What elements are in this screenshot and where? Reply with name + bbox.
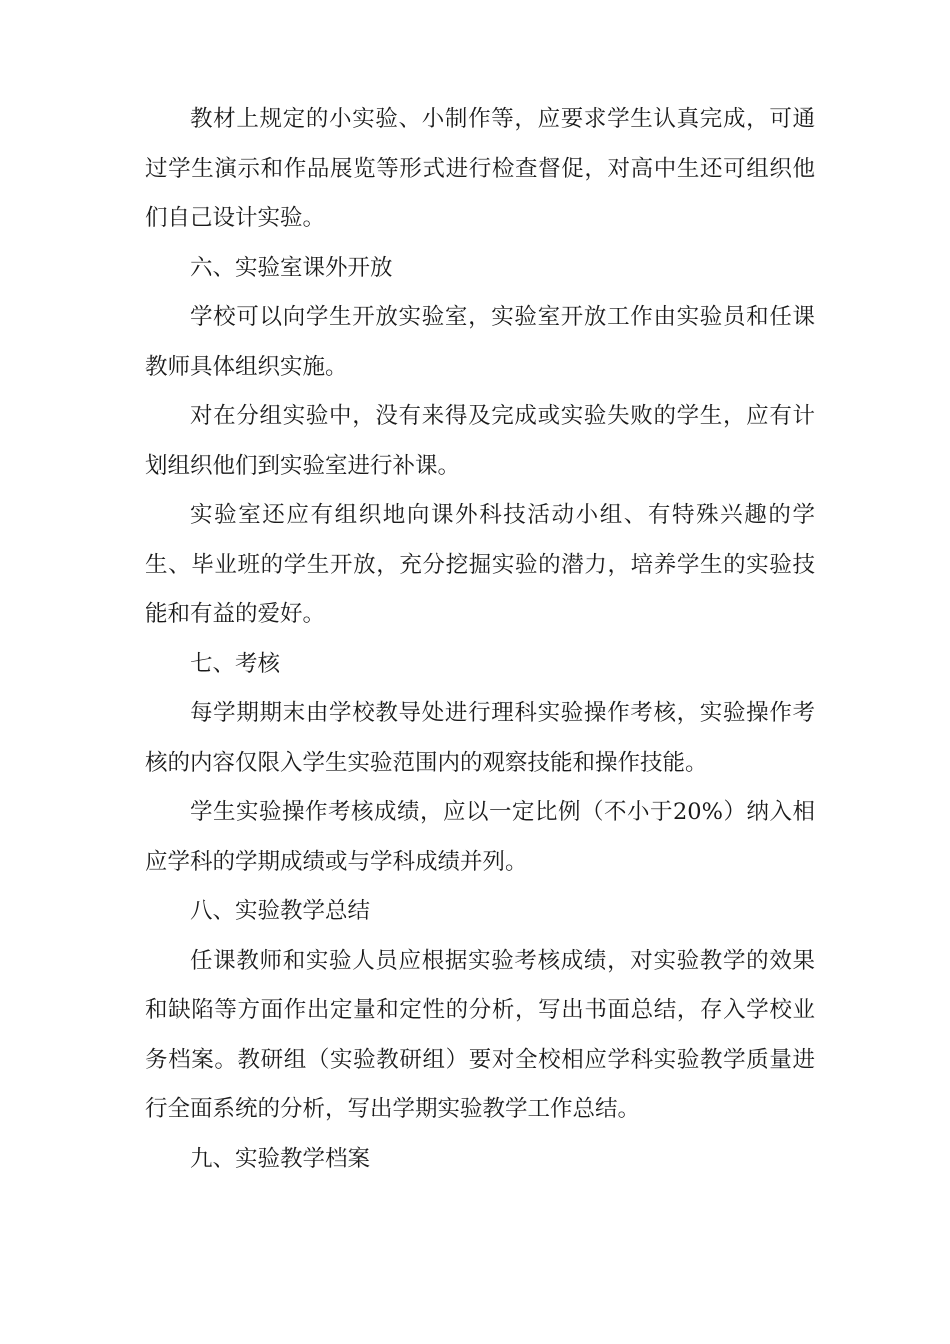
paragraph-small-experiments: 教材上规定的小实验、小制作等，应要求学生认真完成，可通过学生演示和作品展览等形式进行检查督促，对高中生还可组织他们自己设计实验。 — [145, 106, 815, 231]
section-heading-assessment: 七、考核 — [190, 650, 281, 677]
paragraph-assessment-score: 学生实验操作考核成绩，应以一定比例（不小于20%）纳入相应学科的学期成绩或与学科成绩并列。 — [145, 799, 815, 875]
paragraph-makeup-lessons: 对在分组实验中，没有来得及完成或实验失败的学生，应有计划组织他们到实验室进行补课。 — [145, 403, 815, 479]
paragraph-teaching-summary: 任课教师和实验人员应根据实验考核成绩，对实验教学的效果和缺陷等方面作出定量和定性的分析，写出书面总结，存入学校业务档案。教研组（实验教研组）要对全校相应学科实验教学质量进行全面系统的分析，写出学期实验教学工作总结。 — [145, 947, 815, 1122]
section-heading-teaching-summary: 八、实验教学总结 — [190, 898, 371, 924]
paragraph-lab-open-students: 学校可以向学生开放实验室，实验室开放工作由实验员和任课教师具体组织实施。 — [145, 304, 815, 380]
paragraph-lab-open-groups: 实验室还应有组织地向课外科技活动小组、有特殊兴趣的学生、毕业班的学生开放，充分挖掘实验的潜力，培养学生的实验技能和有益的爱好。 — [145, 502, 815, 627]
paragraph-term-assessment: 每学期期末由学校教导处进行理科实验操作考核，实验操作考核的内容仅限入学生实验范围内的观察技能和操作技能。 — [145, 700, 815, 776]
section-heading-lab-opening: 六、实验室课外开放 — [190, 254, 393, 281]
document-body — [145, 95, 815, 1184]
section-heading-teaching-archive: 九、实验教学档案 — [190, 1145, 371, 1172]
